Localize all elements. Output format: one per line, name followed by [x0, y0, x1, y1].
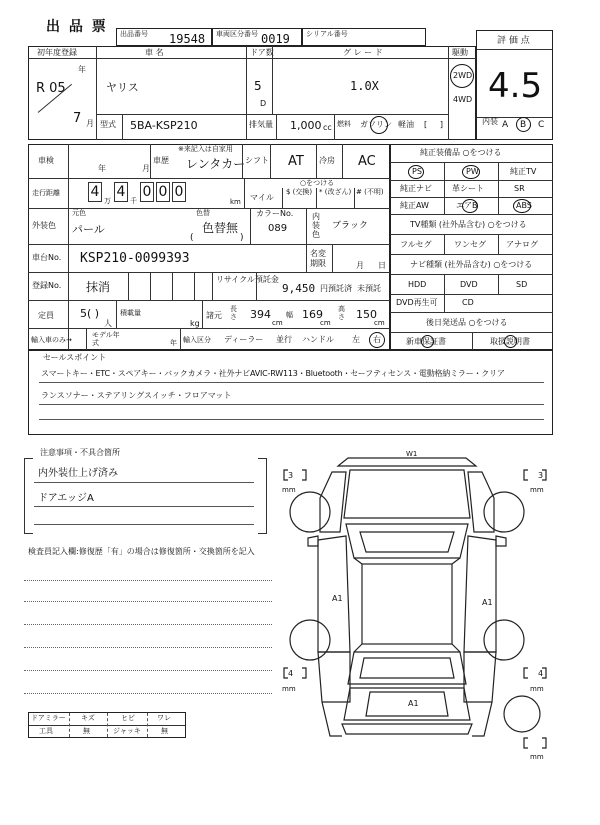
shift-value: AT [288, 154, 304, 169]
tire-fl-unit: mm [282, 486, 296, 494]
notes-bracket-right [258, 458, 267, 534]
navi-hdd: HDD [408, 280, 427, 289]
name-change-label: 名変期限 [310, 249, 326, 268]
interior-a: A [502, 120, 509, 130]
interior-b: B [520, 120, 527, 130]
wheel-front-left [290, 492, 330, 532]
mileage-digit-1: 4 [88, 182, 102, 202]
drive-2wd-circle [450, 64, 474, 88]
displacement-label: 排気量 [249, 120, 273, 129]
front-right-fender [468, 472, 494, 532]
drive-4wd: 4WD [453, 95, 473, 104]
model-year-unit: 年 [170, 339, 177, 347]
ac-value: AC [358, 154, 376, 169]
length-label: 長さ [230, 305, 237, 321]
meter-exchange: $ (交換) [286, 188, 313, 196]
model-value: 5BA-KSP210 [130, 119, 198, 132]
recycle-unpaid: 未預託 [357, 284, 381, 293]
serial-label: シリアル番号 [306, 30, 348, 38]
handle-right: 右 [373, 335, 381, 344]
spare-tire [504, 696, 540, 732]
displacement-value: 1,000 [290, 119, 322, 132]
tv-analog: アナログ [506, 240, 538, 249]
serial-box [302, 28, 426, 46]
mileage-digit-3: 0 [140, 182, 154, 202]
drive-label: 駆動 [452, 48, 468, 57]
reg-value: 抹消 [86, 280, 111, 294]
equip-sr: SR [514, 184, 525, 193]
tire-fr-unit: mm [530, 486, 544, 494]
fuel-label: 燃料 [337, 120, 351, 128]
equip-airbag-circle [462, 199, 478, 213]
import-label: 輸入車のみ→ [31, 336, 72, 344]
import-parallel: 並行 [276, 335, 292, 344]
recycle-label: リサイクル預託金 [216, 275, 279, 284]
capacity-unit: 人 [104, 319, 112, 328]
tv-oneseg: ワンセグ [454, 240, 486, 249]
exhibit-number: 19548 [169, 32, 206, 46]
displacement-unit: cc [323, 123, 332, 132]
history-note: ※来記入は自家用 [178, 145, 233, 153]
first-reg-era: R 05 [36, 81, 66, 96]
capacity-value: 5( ) [80, 307, 100, 320]
tools-r3: ジャッキ [113, 727, 141, 735]
chassis-value: KSP210-0099393 [80, 251, 190, 266]
tire-rr-unit: mm [530, 685, 544, 693]
notes-bracket-left [24, 458, 33, 534]
car-name-label: 車 名 [145, 48, 164, 57]
width-label: 幅 [286, 311, 293, 319]
car-name: ヤリス [106, 81, 139, 94]
equip-aw: 純正AW [400, 201, 429, 210]
navi-cd: CD [462, 298, 474, 307]
wheel-rear-right [484, 620, 524, 660]
notes-line-2: ドアエッジA [38, 493, 94, 504]
navi-dvd: DVD [460, 280, 478, 289]
doors-value: 5 [254, 79, 262, 93]
load-unit: kg [190, 319, 200, 328]
navi-type-title: ナビ種類 (社外品含む) ○をつける [410, 260, 533, 269]
sales-point-label: セールスポイント [43, 353, 107, 362]
later-manual: 取扱説明書 [490, 337, 530, 346]
equip-ps: PS [412, 167, 422, 176]
class-number-box [212, 28, 302, 46]
equip-abs-circle [513, 199, 531, 213]
first-reg-year-unit: 年 [78, 65, 86, 74]
first-reg-month: 7 [73, 111, 82, 126]
equip-title: 純正装備品 ○をつける [420, 148, 502, 157]
later-warranty: 新車保証書 [406, 337, 446, 346]
later-warranty-circle [421, 335, 434, 348]
import-dealer: ディーラー [224, 335, 264, 344]
handle-right-circle [369, 332, 385, 348]
document-title: 出 品 票 [46, 19, 108, 35]
right-front-door [464, 536, 496, 652]
height-label: 高さ [338, 305, 345, 321]
name-change-day: 日 [378, 261, 386, 270]
import-class-label: 輸入区分 [183, 336, 211, 344]
load-label: 積載量 [120, 309, 141, 317]
height-unit: cm [374, 319, 385, 327]
rear-window [348, 652, 466, 684]
equip-leather: 革シート [452, 184, 484, 193]
exhibit-number-label: 出品番号 [120, 30, 148, 38]
equip-pw: PW [466, 167, 479, 176]
front-left-fender [320, 472, 346, 532]
meter-tampered: * (改ざん) [319, 188, 352, 196]
width-value: 169 [302, 308, 323, 321]
equip-airbag: エアB [456, 201, 478, 210]
meter-circle-note: ○をつける [300, 179, 335, 187]
mileage-sen-unit: 千 [130, 197, 137, 205]
interior-label: 内装 [482, 117, 498, 126]
tire-fr-depth: 3 [538, 471, 544, 480]
meter-unknown: # (不明) [356, 188, 384, 196]
right-rear-door [464, 652, 496, 702]
width-unit: cm [320, 319, 331, 327]
tools-r2: 無 [83, 727, 90, 735]
tire-rl-depth: 4 [288, 669, 294, 678]
orig-color-label: 元色 [72, 209, 86, 217]
later-manual-circle [504, 335, 517, 348]
shift-label: シフト [245, 156, 269, 165]
diagram-a1-right: A1 [482, 598, 493, 607]
equip-pw-circle [462, 165, 480, 179]
score-label: 評 価 点 [497, 36, 530, 46]
equip-abs: ABS [516, 201, 532, 210]
tools-h3: ヒビ [121, 714, 135, 722]
wheel-front-right [484, 492, 524, 532]
windshield [346, 524, 468, 558]
tire-rl-unit: mm [282, 685, 296, 693]
tv-type-title: TV種類 (社外品含む) ○をつける [410, 220, 527, 229]
tools-h2: キズ [81, 714, 95, 722]
car-damage-diagram [270, 440, 570, 770]
grade-value: 1.0X [350, 79, 379, 93]
mileage-digit-5: 0 [172, 182, 186, 202]
color-no-label: カラーNo. [256, 209, 294, 218]
history-label: 車歴 [153, 156, 169, 165]
first-reg-month-unit: 月 [86, 119, 94, 128]
interior-b-circle [516, 117, 531, 132]
exhibit-number-box [116, 28, 212, 46]
tire-rr-depth: 4 [538, 669, 544, 678]
fuel-diesel: 軽油 [398, 120, 414, 129]
score-value: 4.5 [488, 66, 543, 106]
ac-label: 冷房 [319, 156, 335, 165]
mileage-digit-2: 4 [114, 182, 128, 202]
equip-tv: 純正TV [510, 167, 537, 176]
model-label: 型式 [100, 120, 116, 129]
tools-r1: 工具 [39, 727, 53, 735]
mileage-label: 走行距離 [32, 189, 60, 197]
notes-label: 注意事項・不具合箇所 [40, 448, 120, 457]
equip-navi: 純正ナビ [400, 184, 432, 193]
sales-point-section [28, 350, 553, 435]
hood [344, 470, 470, 518]
diagram-a1-left: A1 [332, 594, 343, 603]
recycle-value: 9,450 [282, 282, 316, 295]
class-number: 0019 [261, 32, 290, 46]
dvd-player: DVD再生可 [396, 298, 438, 307]
mileage-man-unit: 万 [104, 197, 111, 205]
color-no-value: 089 [268, 223, 288, 234]
length-unit: cm [272, 319, 283, 327]
first-reg-label: 初年度登録 [37, 48, 77, 57]
tv-fullseg: フルセグ [400, 240, 432, 249]
reg-label: 登録No. [32, 281, 62, 290]
tools-h4: ワレ [157, 714, 171, 722]
history-value: レンタカー [186, 157, 246, 171]
grade-label: グ レ ー ド [343, 48, 383, 57]
int-color-label: 内装色 [312, 212, 320, 239]
class-number-label: 車両区分番号 [216, 30, 258, 38]
recycle-unit: 円預託済 [320, 284, 352, 293]
trunk [344, 688, 470, 720]
doors-label: ドア数 [250, 48, 274, 57]
color-value: パール [72, 223, 105, 236]
meter-mile: マイル [250, 193, 274, 202]
doors-suffix: D [260, 99, 267, 108]
front-bumper [338, 458, 476, 466]
left-rear-door [318, 652, 350, 702]
equip-ps-circle [408, 165, 424, 179]
mileage-digit-4: 0 [156, 182, 170, 202]
tools-h1: ドアミラー [31, 714, 66, 722]
height-value: 150 [356, 308, 377, 321]
interior-c: C [538, 120, 545, 130]
sales-point-line-2: ランスソナー・ステアリングスイッチ・フロアマット [41, 391, 232, 400]
navi-sd: SD [516, 280, 528, 289]
color-label: 外装色 [32, 221, 56, 230]
wheel-rear-left [290, 620, 330, 660]
rear-bumper [342, 724, 472, 734]
handle-left: 左 [352, 335, 360, 344]
inspector-label: 検査員記入欄:修復歴「有」の場合は修復箇所・交換箇所を記入 [28, 547, 255, 556]
inspection-year-unit: 年 [98, 164, 106, 173]
tools-table [28, 712, 186, 738]
later-title: 後日発送品 ○をつける [426, 318, 508, 327]
diagram-w1-label: W1 [406, 450, 418, 458]
tools-r4: 無 [161, 727, 168, 735]
name-change-month: 月 [356, 261, 364, 270]
color-change-label: 色替 [196, 209, 210, 217]
diagram-a1-rear: A1 [408, 699, 419, 708]
fuel-gasoline: ガソリン [360, 120, 392, 129]
dims-label: 諸元 [206, 311, 222, 320]
notes-line-1: 内外装仕上げ済み [38, 468, 118, 479]
drive-2wd: 2WD [453, 71, 473, 80]
roof [362, 564, 452, 644]
tire-fl-depth: 3 [288, 471, 294, 480]
length-value: 394 [250, 308, 271, 321]
color-change-value: 色替無 [202, 221, 239, 235]
chassis-label: 車台No. [32, 253, 62, 262]
int-color-value: ブラック [332, 221, 368, 231]
inspection-label: 車検 [38, 156, 54, 165]
handle-label: ハンドル [302, 335, 334, 344]
spare-tire-unit: mm [530, 753, 544, 761]
mileage-km-unit: km [230, 198, 241, 206]
sales-point-line-1: スマートキー・ETC・スペアキー・バックカメラ・社外ナビAVIC-RW113・Bluetooth・セーフティセンス・電動格納ミラー・クリア [41, 369, 505, 378]
capacity-label: 定員 [38, 311, 54, 320]
inspection-month-unit: 月 [142, 164, 150, 173]
fuel-gasoline-circle [370, 116, 388, 134]
model-year-label: モデル年式 [92, 331, 120, 347]
